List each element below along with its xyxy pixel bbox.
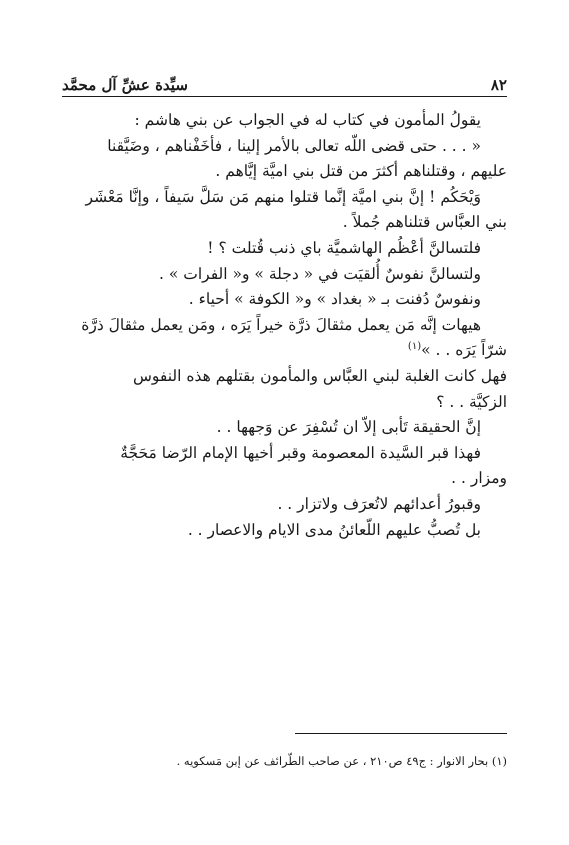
footnote-marker: (١) <box>407 341 422 353</box>
running-header <box>62 74 507 94</box>
paragraph-line: الزكيَّة . . ؟ <box>436 392 507 411</box>
paragraph-line: فهل كانت الغلبة لبني العبَّاس والمأمون بقتلهم هذه النفوس <box>132 366 507 385</box>
paragraph-line: بني العبَّاس قتلناهم جُملاً . <box>342 213 507 232</box>
paragraph-line: عليهم ، وقتلناهم أكثرَ من قتل بني اميَّة إيَّاهم . <box>215 162 507 181</box>
paragraph-line: وَيْحَكُم ! إنَّ بني اميَّة إنَّما قتلوا منهم مَن سَلَّ سَيفاً ، وإنَّا مَعْشَر <box>85 187 481 206</box>
footnote-rule <box>295 733 507 734</box>
paragraph-line: ومزار . . <box>451 469 507 488</box>
paragraph-line: ولتسالنَّ نفوسٌ أُلقيَت في « دجلة » و« الفرات » . <box>159 264 481 283</box>
running-title: سيِّدة عشِّ آل محمَّد <box>62 76 188 94</box>
paragraph-line: « . . . حتى قضى اللّه تعالى بالأمر إلينا ، فأخَفْناهم ، وضَيَّقنا <box>107 136 481 155</box>
page-number: ٨٢ <box>490 76 507 94</box>
body-text <box>56 108 507 543</box>
paragraph-line: هيهات إنَّه مَن يعمل مثقالَ ذرَّة خيراً يَرَه ، ومَن يعمل مثقالَ ذرَّة <box>81 315 481 334</box>
paragraph-line <box>56 338 507 364</box>
header-rule <box>62 96 507 97</box>
paragraph-line: بل تُصبُّ عليهم اللّعائنُ مدى الايام والاعصار . . <box>187 520 481 539</box>
paragraph-line: ونفوسٌ دُفنت بـ « بغداد » و« الكوفة » أحياء . <box>188 290 481 309</box>
paragraph-line: فلتسالنَّ أعْظُم الهاشميَّة باي ذنب قُتلت ؟ ! <box>207 238 481 257</box>
paragraph-line: وقبورُ أعدائهم لاتُعرَف ولاتزار . . <box>277 494 481 513</box>
paragraph-line: إنَّ الحقيقة تَأبى إلاّ ان تُسْفِرَ عن وَجهها . . <box>216 418 481 437</box>
footnote: (١) بحار الانوار : ج٤٩ ص٢١٠ ، عن صاحب الطّرائف عن إبن مَسكويه . <box>176 754 507 768</box>
paragraph-line: يقولُ المأمون في كتاب له في الجواب عن بني هاشم : <box>134 111 481 129</box>
paragraph-line: فهذا قبر السَّيدة المعصومة وقبر أخيها الإمام الرّضا مَحَجَّةٌ <box>120 443 481 462</box>
quote-end: شرّاً يَرَه . . » <box>421 341 507 360</box>
